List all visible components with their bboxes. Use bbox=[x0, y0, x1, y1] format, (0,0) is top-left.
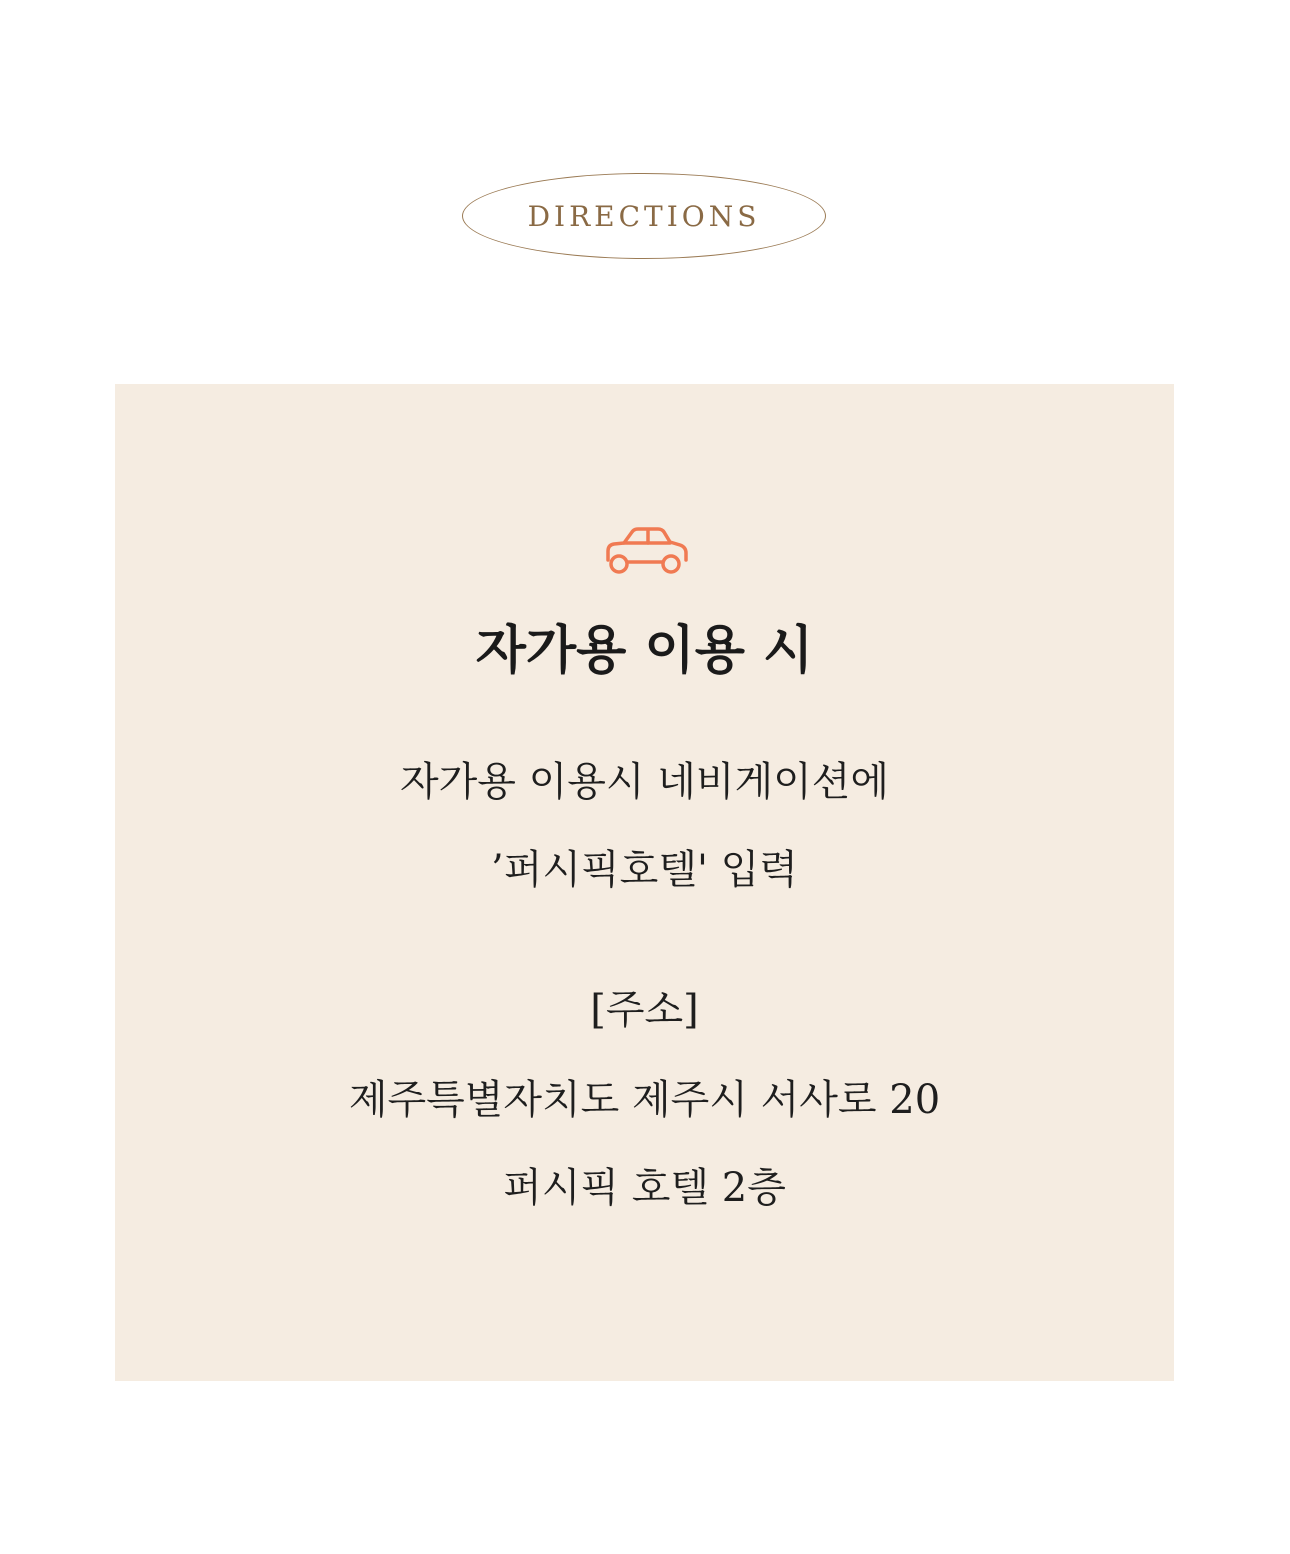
instruction-line-2: ’퍼시픽호텔' 입력 bbox=[491, 847, 798, 893]
section-title: 자가용 이용 시 bbox=[475, 620, 814, 681]
directions-label: DIRECTIONS bbox=[527, 199, 761, 233]
address-line-1: 제주특별자치도 제주시 서사로 20 bbox=[348, 1077, 941, 1123]
car-icon bbox=[600, 524, 690, 580]
directions-badge bbox=[462, 173, 826, 259]
address-line-2: 퍼시픽 호텔 2층 bbox=[503, 1165, 786, 1211]
car-directions-card bbox=[115, 384, 1174, 1381]
address-heading: [주소] bbox=[590, 987, 699, 1033]
instruction-line-1: 자가용 이용시 네비게이션에 bbox=[399, 759, 890, 805]
